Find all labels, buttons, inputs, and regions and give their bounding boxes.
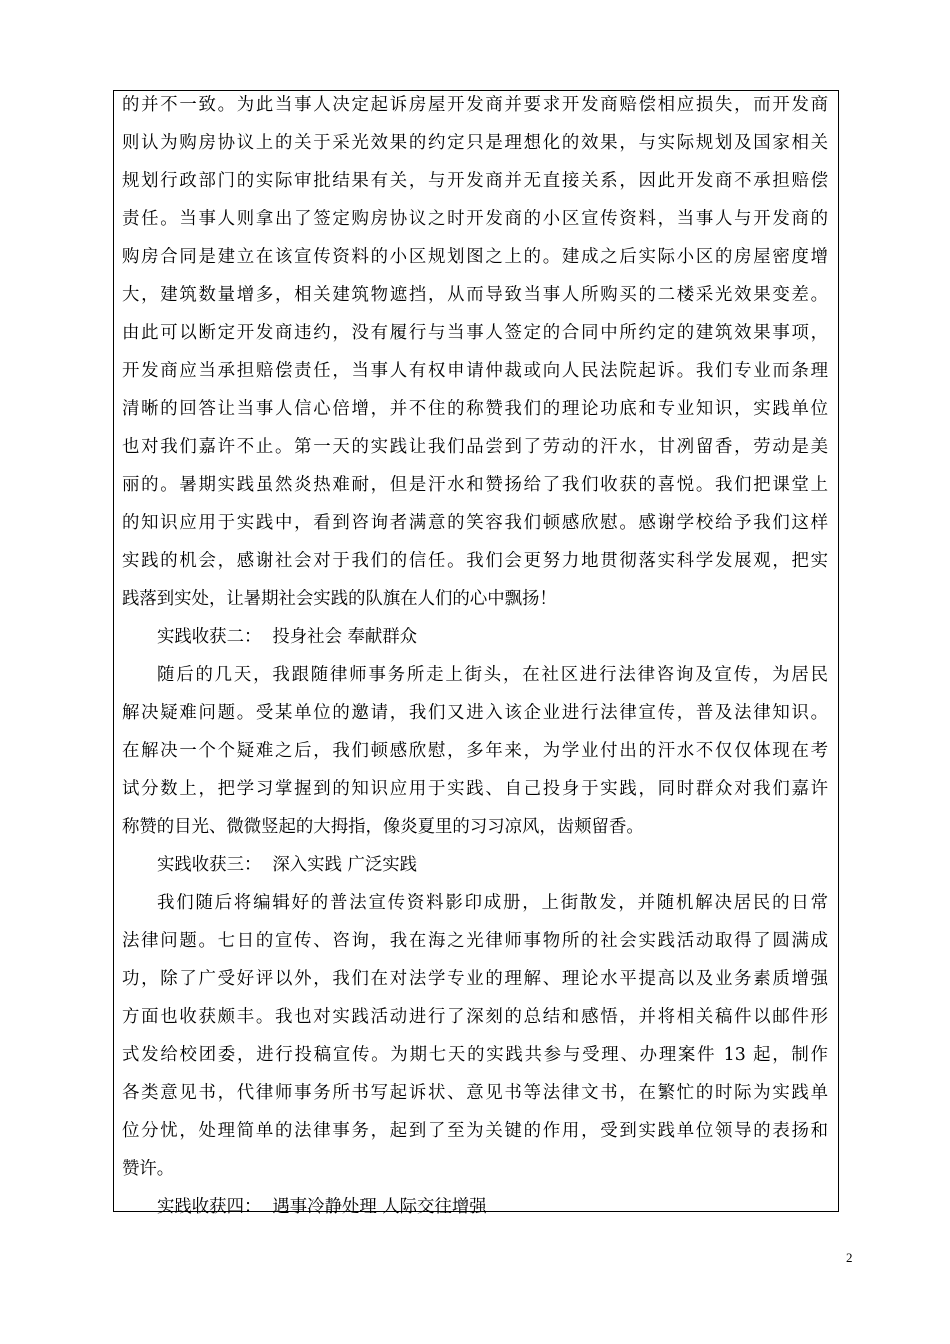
paragraph-line: 规划行政部门的实际审批结果有关，与开发商并无直接关系，因此开发商不承担赔偿 bbox=[122, 171, 828, 191]
paragraph-line: 大，建筑数量增多，相关建筑物遮挡，从而导致当事人所购买的二楼采光效果变差。 bbox=[122, 285, 828, 305]
paragraph-line: 试分数上，把学习掌握到的知识应用于实践、自己投身于实践，同时群众对我们嘉许 bbox=[122, 779, 828, 799]
paragraph-line: 清晰的回答让当事人信心倍增，并不住的称赞我们的理论功底和专业知识，实践单位 bbox=[122, 399, 828, 419]
paragraph-line: 在解决一个个疑难之后，我们顿感欣慰，多年来，为学业付出的汗水不仅仅体现在考 bbox=[122, 741, 828, 761]
paragraph-line: 解决疑难问题。受某单位的邀请，我们又进入该企业进行法律宣传，普及法律知识。 bbox=[122, 703, 828, 723]
paragraph-line: 式发给校团委，进行投稿宣传。为期七天的实践共参与受理、办理案件 13 起，制作 bbox=[122, 1045, 828, 1065]
section-heading: 实践收获二： 投身社会 奉献群众 bbox=[157, 627, 418, 647]
paragraph-line: 各类意见书，代律师事务所书写起诉状、意见书等法律文书，在繁忙的时际为实践单 bbox=[122, 1083, 828, 1103]
paragraph-line: 我们随后将编辑好的普法宣传资料影印成册，上街散发，并随机解决居民的日常 bbox=[157, 893, 828, 913]
paragraph-line: 位分忧，处理简单的法律事务，起到了至为关键的作用，受到实践单位领导的表扬和 bbox=[122, 1121, 828, 1141]
section-heading: 实践收获三： 深入实践 广泛实践 bbox=[157, 855, 418, 875]
paragraph-line: 践落到实处，让暑期社会实践的队旗在人们的心中飘扬！ bbox=[122, 589, 557, 609]
paragraph-line: 责任。当事人则拿出了签定购房协议之时开发商的小区宣传资料，当事人与开发商的 bbox=[122, 209, 828, 229]
paragraph-line: 赞许。 bbox=[122, 1159, 175, 1179]
paragraph-line: 的知识应用于实践中，看到咨询者满意的笑容我们顿感欣慰。感谢学校给予我们这样 bbox=[122, 513, 828, 533]
paragraph-line: 开发商应当承担赔偿责任，当事人有权申请仲裁或向人民法院起诉。我们专业而条理 bbox=[122, 361, 828, 381]
paragraph-line: 丽的。暑期实践虽然炎热难耐，但是汗水和赞扬给了我们收获的喜悦。我们把课堂上 bbox=[122, 475, 828, 495]
paragraph-line: 随后的几天，我跟随律师事务所走上街头，在社区进行法律咨询及宣传，为居民 bbox=[157, 665, 828, 685]
paragraph-line: 法律问题。七日的宣传、咨询，我在海之光律师事物所的社会实践活动取得了圆满成 bbox=[122, 931, 828, 951]
paragraph-line: 称赞的目光、微微竖起的大拇指，像炎夏里的习习凉风，齿颊留香。 bbox=[122, 817, 644, 837]
page-number: 2 bbox=[846, 1250, 853, 1265]
paragraph-line: 也对我们嘉许不止。第一天的实践让我们品尝到了劳动的汗水，甘冽留香，劳动是美 bbox=[122, 437, 828, 457]
paragraph-line: 购房合同是建立在该宣传资料的小区规划图之上的。建成之后实际小区的房屋密度增 bbox=[122, 247, 828, 267]
paragraph-line: 功，除了广受好评以外，我们在对法学专业的理解、理论水平提高以及业务素质增强 bbox=[122, 969, 828, 989]
paragraph-line: 实践的机会，感谢社会对于我们的信任。我们会更努力地贯彻落实科学发展观，把实 bbox=[122, 551, 828, 571]
paragraph-line: 方面也收获颇丰。我也对实践活动进行了深刻的总结和感悟，并将相关稿件以邮件形 bbox=[122, 1007, 828, 1027]
paragraph-line: 由此可以断定开发商违约，没有履行与当事人签定的合同中所约定的建筑效果事项， bbox=[122, 323, 828, 343]
paragraph-line: 则认为购房协议上的关于采光效果的约定只是理想化的效果，与实际规划及国家相关 bbox=[122, 133, 828, 153]
section-heading: 实践收获四： 遇事冷静处理 人际交往增强 bbox=[157, 1197, 487, 1217]
paragraph-line: 的并不一致。为此当事人决定起诉房屋开发商并要求开发商赔偿相应损失，而开发商 bbox=[122, 95, 828, 115]
